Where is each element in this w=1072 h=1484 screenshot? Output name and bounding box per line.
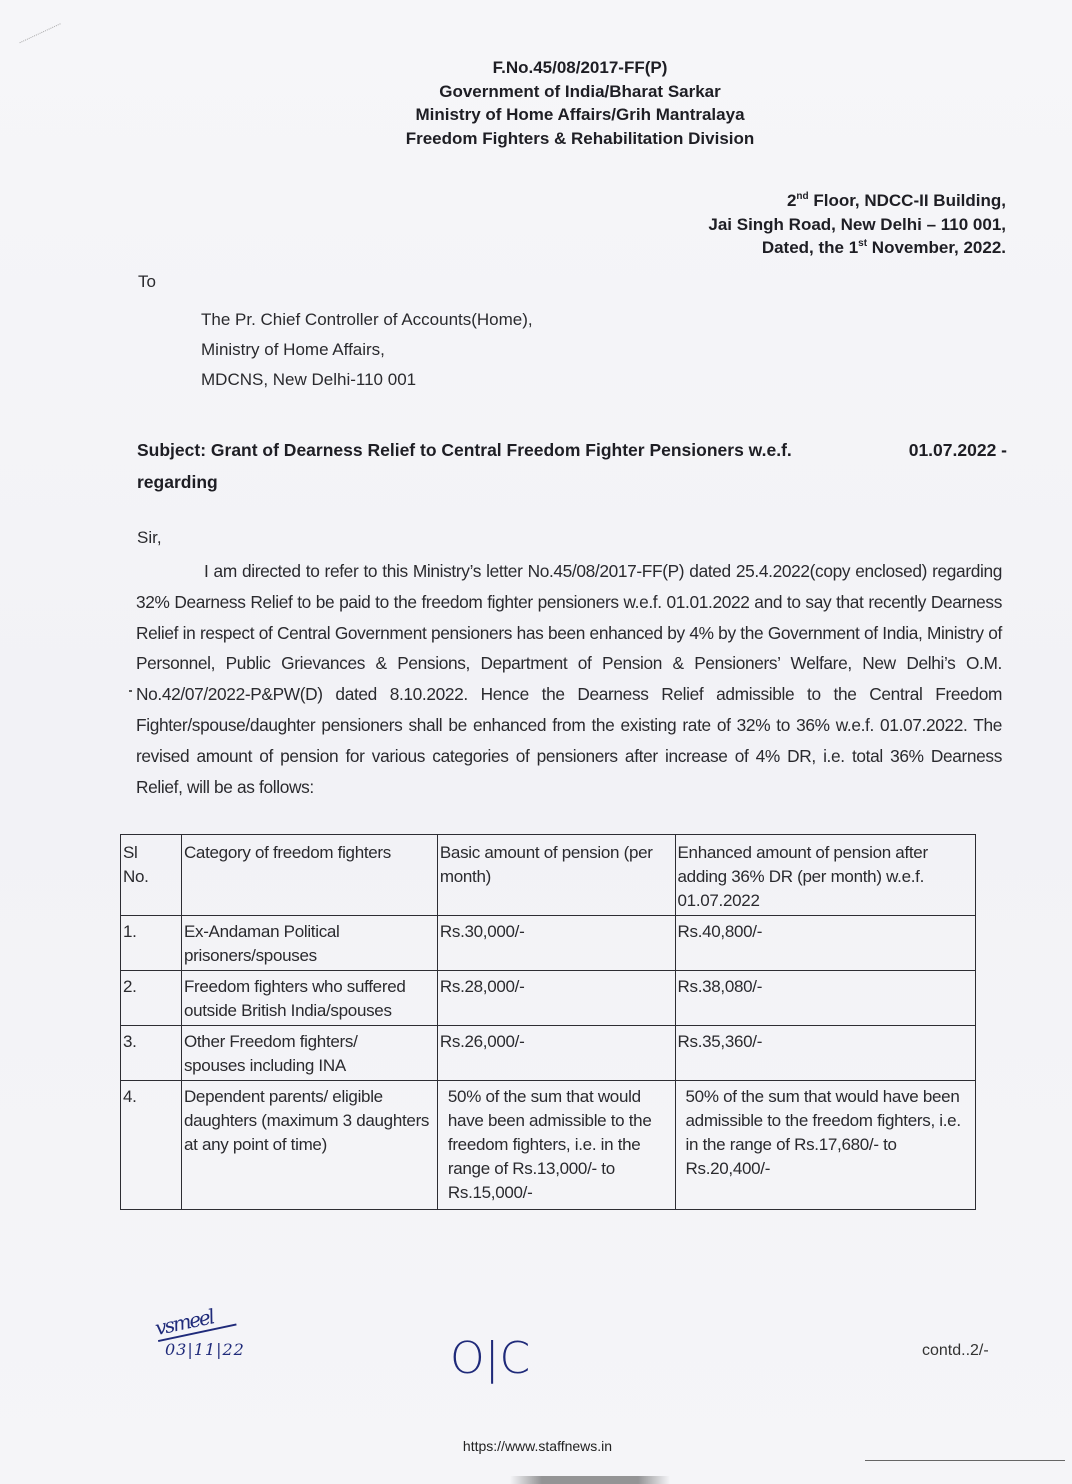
recipient-address: [201, 305, 533, 395]
header-sl-no: Sl No.: [121, 835, 182, 916]
header-enhanced: Enhanced amount of pension after adding 36% DR (per month) w.e.f. 01.07.2022: [675, 835, 975, 916]
table-row: [121, 916, 976, 971]
subject-date: 01.07.2022 -: [908, 440, 1007, 460]
cell-category: Ex-Andaman Political prisoners/spouses: [181, 916, 437, 971]
cell-basic: 50% of the sum that would have been admissible to the freedom fighters, i.e. in the range of Rs.13,000/- to Rs.15,000/-: [437, 1081, 675, 1210]
table-row: [121, 1026, 976, 1081]
division-name: Freedom Fighters & Rehabilitation Division: [405, 128, 755, 148]
continued-marker: contd..2/-: [922, 1342, 989, 1359]
cell-category: Dependent parents/ eligible daughters (maximum 3 daughters at any point of time): [181, 1081, 437, 1210]
website-watermark: https://www.staffnews.in: [462, 1438, 613, 1454]
cell-sl: 1.: [121, 916, 182, 971]
cell-basic: Rs.26,000/-: [437, 1026, 675, 1081]
government-name: Government of India/Bharat Sarkar: [439, 81, 721, 101]
scan-artifact: [510, 1476, 670, 1484]
recipient-line-3: MDCNS, New Delhi-110 001: [201, 370, 417, 389]
handwritten-signature: vsmeel 03|11|22: [155, 1310, 245, 1360]
letterhead: [340, 56, 820, 150]
body-paragraph: I am directed to refer to this Ministry’s letter No.45/08/2017-FF(P) dated 25.4.2022(copy enclosed) regarding 32% Dearness Relief to be paid to the freedom fighter pensioners w.e.f. 01.01.2022 and to say that recently Dearness Relief in respect of Central Government pensioners has been enhanced by 4% by the Government of India, Ministry of Personnel, Public Grievances & Pensions, Department of Pension & Pensioners’ Welfare, New Delhi’s O.M. No.42/07/2022-P&PW(D) dated 8.10.2022. Hence the Dearness Relief admissible to the Central Freedom Fighter/spouse/daughter pensioners shall be enhanced from the existing rate of 32% to 36% w.e.f. 01.07.2022. The revised amount of pension for various categories of pensioners after increase of 4% DR, i.e. total 36% Dearness Relief, will be as follows:: [136, 561, 1002, 797]
pension-table: [120, 834, 976, 1210]
header-category: Category of freedom fighters: [181, 835, 437, 916]
scan-artifact: [19, 23, 85, 96]
salutation: Sir,: [137, 528, 162, 547]
scan-artifact: [865, 1460, 1065, 1461]
recipient-line-2: Ministry of Home Affairs,: [201, 340, 385, 359]
cell-enhanced: Rs.35,360/-: [675, 1026, 975, 1081]
cell-category: Other Freedom fighters/ spouses including INA: [181, 1026, 437, 1081]
cell-enhanced: Rs.38,080/-: [675, 971, 975, 1026]
recipient-line-1: The Pr. Chief Controller of Accounts(Home),: [201, 310, 533, 329]
address-line-2: Jai Singh Road, New Delhi – 110 001,: [708, 214, 1006, 234]
subject-line: [137, 434, 1007, 498]
file-number: F.No.45/08/2017-FF(P): [492, 58, 668, 77]
cell-sl: 2.: [121, 971, 182, 1026]
address-line-1: 2nd Floor, NDCC-II Building,: [786, 191, 1006, 210]
cell-sl: 4.: [121, 1081, 182, 1210]
scan-artifact: [129, 690, 132, 692]
sender-address: [708, 189, 1006, 260]
subject-regarding: regarding: [137, 472, 218, 492]
cell-basic: Rs.30,000/-: [437, 916, 675, 971]
letter-date: Dated, the 1st November, 2022.: [761, 238, 1006, 257]
subject-text: Subject: Grant of Dearness Relief to Central Freedom Fighter Pensioners w.e.f.: [137, 440, 792, 460]
cell-sl: 3.: [121, 1026, 182, 1081]
header-basic: Basic amount of pension (per month): [437, 835, 675, 916]
table-row: [121, 971, 976, 1026]
cell-basic: Rs.28,000/-: [437, 971, 675, 1026]
cell-category: Freedom fighters who suffered outside British India/spouses: [181, 971, 437, 1026]
table-row: [121, 1081, 976, 1210]
cell-enhanced: Rs.40,800/-: [675, 916, 975, 971]
handwritten-oc-mark: O|C: [450, 1333, 531, 1384]
ministry-name: Ministry of Home Affairs/Grih Mantralaya: [415, 105, 745, 124]
to-label: To: [138, 272, 156, 291]
cell-enhanced: 50% of the sum that would have been admissible to the freedom fighters, i.e. in the range of Rs.17,680/- to Rs.20,400/-: [675, 1081, 975, 1210]
table-header-row: [121, 835, 976, 916]
